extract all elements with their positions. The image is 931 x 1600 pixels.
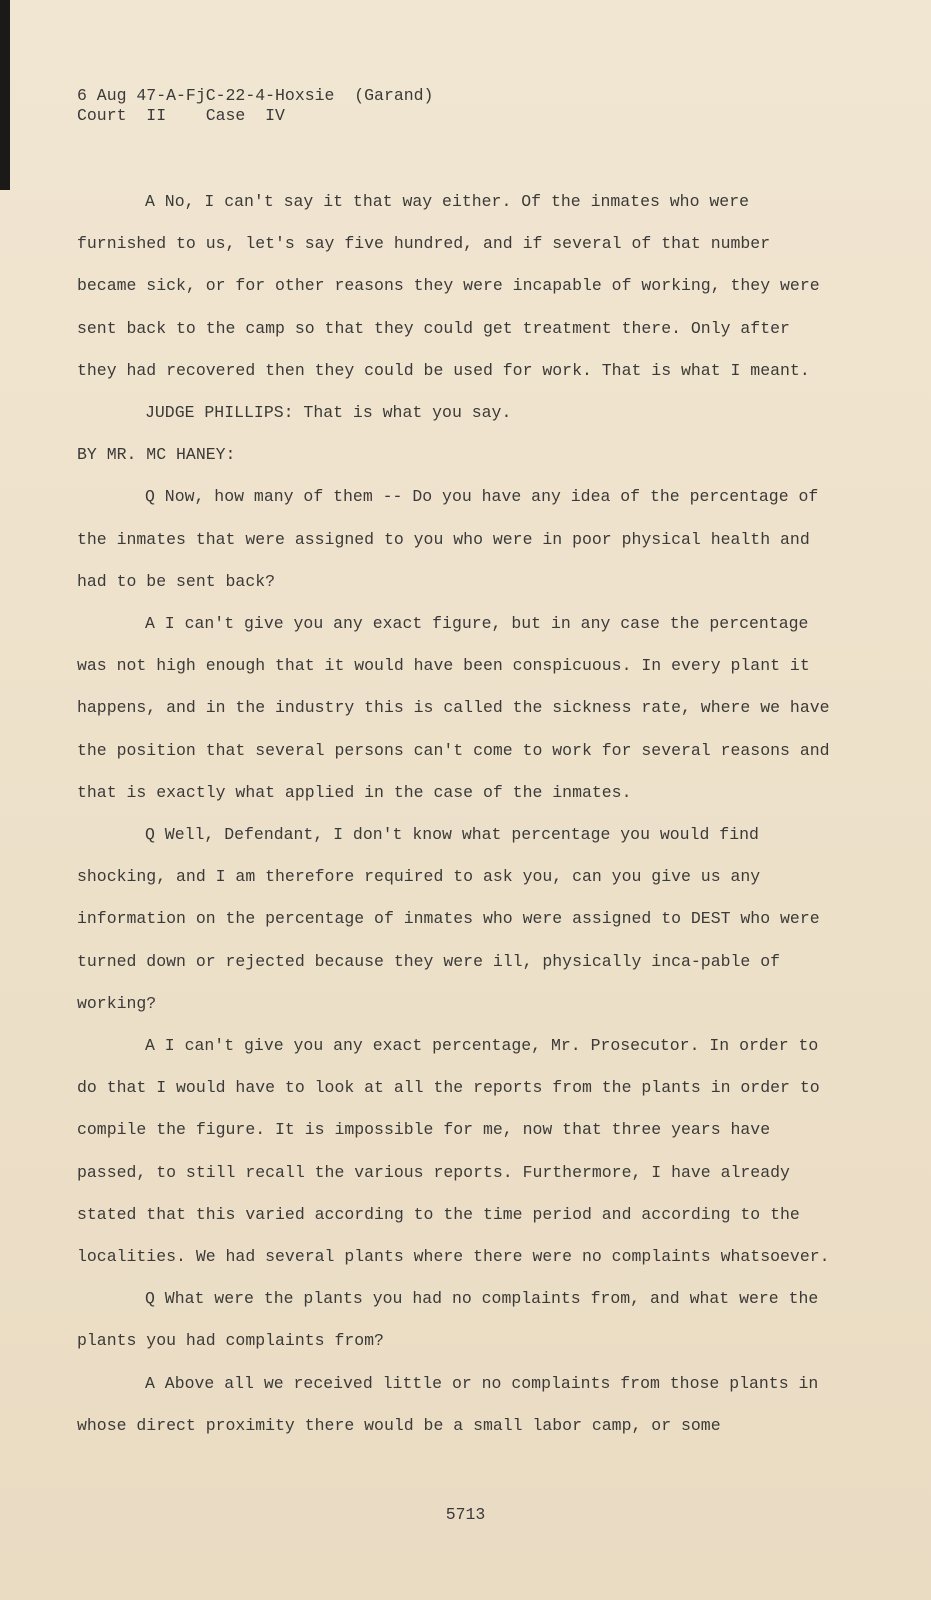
answer-paragraph: A No, I can't say it that way either. Of the inmates who were furnished to us, let's say five hundred, and if several of that number became sick, or for other reasons they were incapable of working, they were sent back to the camp so that they could get treatment there. Only after they had recovered then they could be used for work. That is what I meant. bbox=[77, 192, 820, 380]
transcript-body bbox=[77, 181, 837, 1447]
answer-paragraph: A I can't give you any exact percentage, Mr. Prosecutor. In order to do that I would have to look at all the reports from the plants in order to compile the figure. It is impossible for me, now that three years have passed, to still recall the various reports. Furthermore, I have already stated that this varied according to the time period and according to the localities. We had several plants where there were no complaints whatsoever. bbox=[77, 1036, 830, 1267]
question-paragraph: Q What were the plants you had no complaints from, and what were the plants you had complaints from? bbox=[77, 1289, 819, 1351]
scan-edge-shadow bbox=[0, 0, 10, 190]
judge-remark: JUDGE PHILLIPS: That is what you say. bbox=[145, 403, 512, 423]
question-paragraph: Q Now, how many of them -- Do you have any idea of the percentage of the inmates that were assigned to you who were in poor physical health and had to be sent back? bbox=[77, 487, 819, 591]
answer-paragraph: A I can't give you any exact figure, but in any case the percentage was not high enough that it would have been conspicuous. In every plant it happens, and in the industry this is called the sickness rate, where we have the position that several persons can't come to work for several reasons and that is exactly what applied in the case of the inmates. bbox=[77, 614, 830, 802]
header-line-court-case: Court II Case IV bbox=[77, 106, 285, 125]
answer-paragraph: A Above all we received little or no complaints from those plants in whose direct proximity there would be a small labor camp, or some bbox=[77, 1373, 819, 1435]
examiner-heading: BY MR. MC HANEY: bbox=[77, 445, 236, 465]
header-line-date-reference: 6 Aug 47-A-FjC-22-4-Hoxsie (Garand) bbox=[77, 86, 434, 105]
page-number: 5713 bbox=[445, 1505, 486, 1524]
question-paragraph: Q Well, Defendant, I don't know what percentage you would find shocking, and I am therefore required to ask you, can you give us any information on the percentage of inmates who were assigned to DEST who were turned down or rejected because they were ill, physically inca-pable of working? bbox=[77, 825, 820, 1013]
